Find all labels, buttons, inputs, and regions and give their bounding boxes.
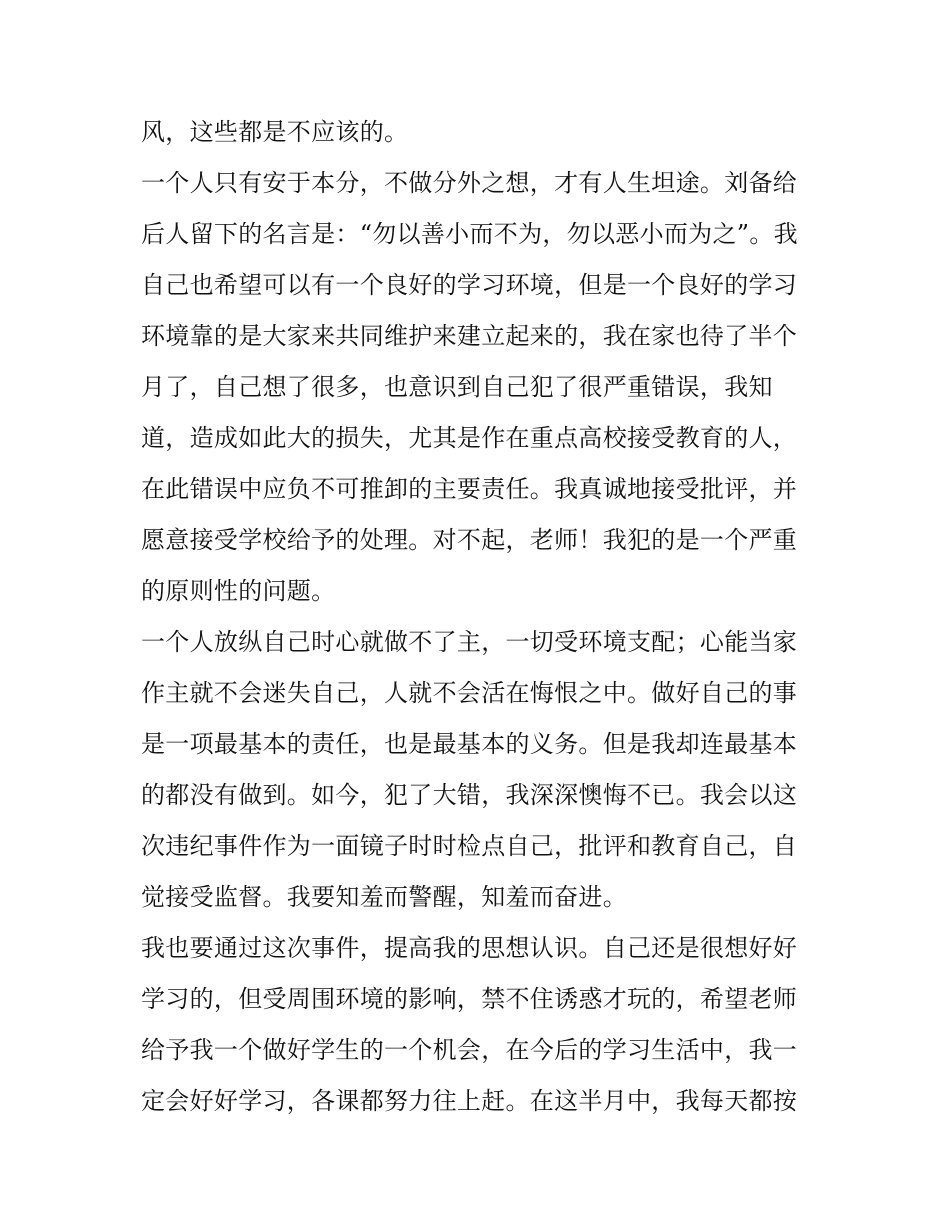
text-line-10: 的原则性的问题。 xyxy=(141,577,336,605)
text-line-5: 环境靠的是大家来共同维护来建立起来的，我在家也待了半个 xyxy=(141,322,798,350)
text-line-16: 觉接受监督。我要知羞而警醒，知羞而奋进。 xyxy=(141,883,627,911)
text-line-17: 我也要通过这次事件，提高我的思想认识。自己还是很想好好 xyxy=(141,934,798,962)
text-line-7: 道，造成如此大的损失，尤其是作在重点高校接受教育的人， xyxy=(141,424,798,452)
text-line-18: 学习的，但受周围环境的影响，禁不住诱惑才玩的，希望老师 xyxy=(141,985,798,1013)
text-line-2: 一个人只有安于本分，不做分外之想，才有人生坦途。刘备给 xyxy=(141,169,798,197)
text-line-20: 定会好好学习，各课都努力往上赶。在这半月中，我每天都按 xyxy=(141,1087,798,1115)
text-line-13: 是一项最基本的责任，也是最基本的义务。但是我却连最基本 xyxy=(141,730,798,758)
text-line-19: 给予我一个做好学生的一个机会，在今后的学习生活中，我一 xyxy=(141,1036,798,1064)
text-line-15: 次违纪事件作为一面镜子时时检点自己，批评和教育自己，自 xyxy=(141,832,798,860)
text-line-11: 一个人放纵自己时心就做不了主，一切受环境支配；心能当家 xyxy=(141,628,798,656)
text-line-1: 风，这些都是不应该的。 xyxy=(141,118,409,146)
text-line-6: 月了，自己想了很多，也意识到自己犯了很严重错误，我知 xyxy=(141,373,773,401)
text-line-3: 后人留下的名言是：“勿以善小而不为，勿以恶小而为之”。我 xyxy=(141,220,798,248)
text-line-14: 的都没有做到。如今，犯了大错，我深深懊悔不已。我会以这 xyxy=(141,781,798,809)
document-body xyxy=(141,107,813,1127)
text-line-9: 愿意接受学校给予的处理。对不起，老师！我犯的是一个严重 xyxy=(141,526,798,554)
text-line-12: 作主就不会迷失自己，人就不会活在悔恨之中。做好自己的事 xyxy=(141,679,798,707)
text-line-8: 在此错误中应负不可推卸的主要责任。我真诚地接受批评，并 xyxy=(141,475,798,503)
text-line-4: 自己也希望可以有一个良好的学习环境，但是一个良好的学习 xyxy=(141,271,798,299)
